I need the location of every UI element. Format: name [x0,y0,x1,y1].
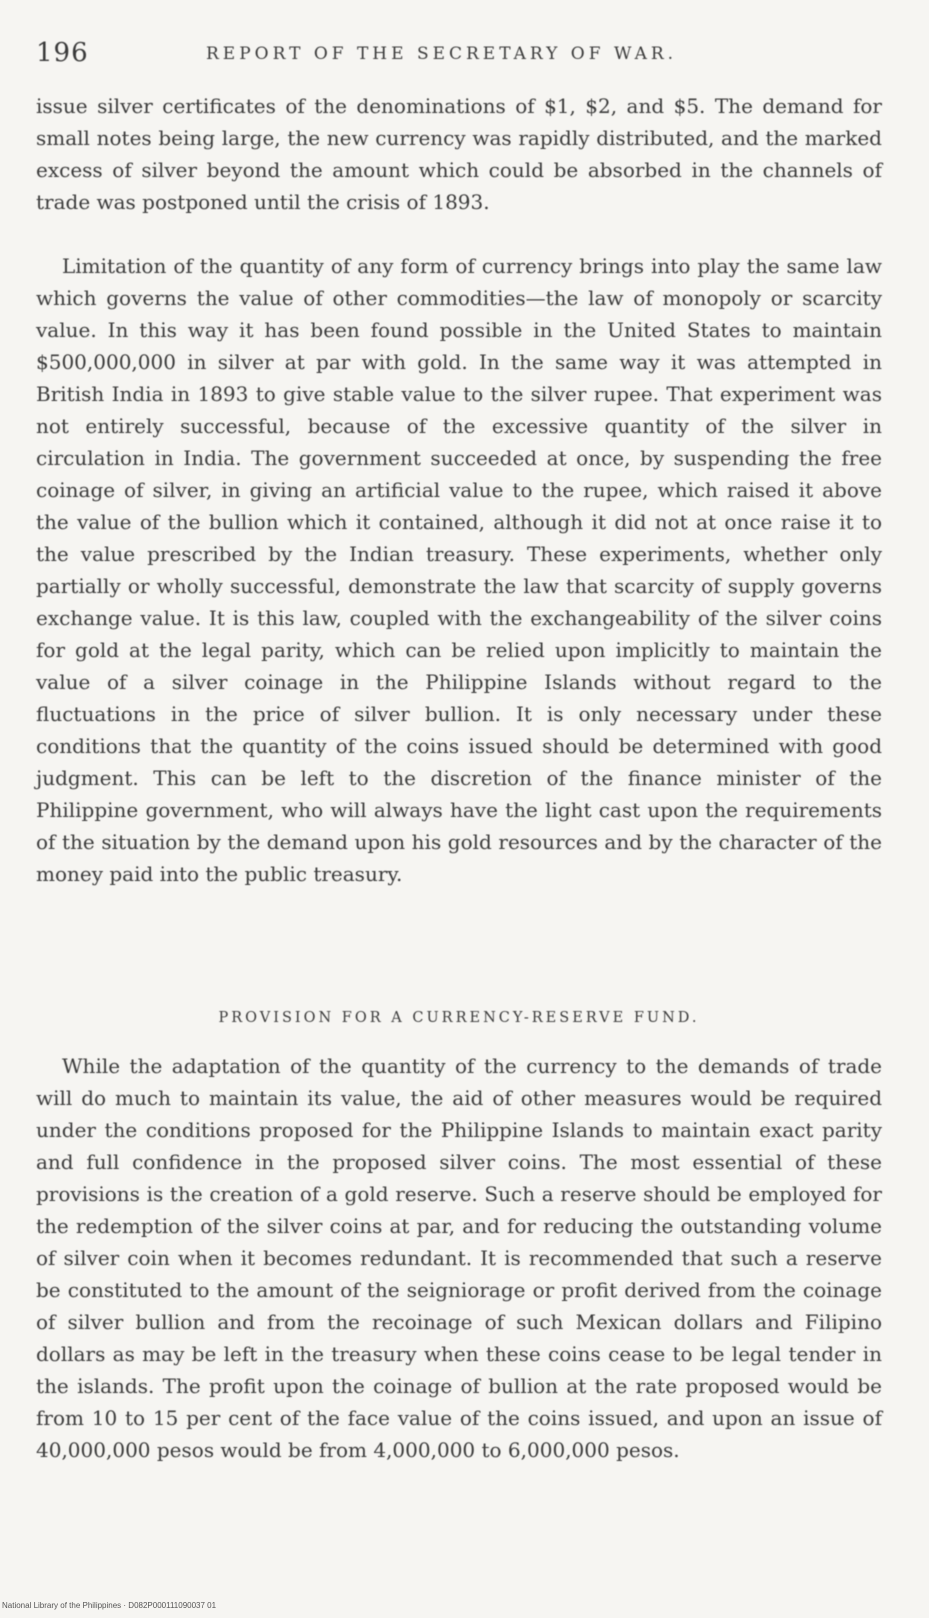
running-head [36,34,882,74]
paragraph-gold-reserve: While the adaptation of the quantity of the currency to the demands of trade will do much to maintain its value, the aid of other measures would be required under the conditions proposed for the Philippine Islands to maintain exact parity and full confidence in the proposed silver coins. The most essential of these provisions is the creation of a gold reserve. Such a reserve should be employed for the redemption of the silver coins at par, and for reducing the outstanding volume of silver coin when it becomes redundant. It is recommended that such a reserve be constituted to the amount of the seigniorage or profit derived from the coinage of silver bullion and from the recoinage of such Mexican dollars and Filipino dollars as may be left in the treasury when these coins cease to be legal tender in the islands. The profit upon the coinage of bullion at the rate proposed would be from 10 to 15 per cent of the face value of the coins issued, and upon an issue of 40,000,000 pesos would be from 4,000,000 to 6,000,000 pesos. [36,1054,882,1462]
paragraph-continuation: issue silver certificates of the denominations of $1, $2, and $5. The demand for small notes being large, the new currency was rapidly distributed, and the marked excess of silver beyond the amount which could be absorbed in the channels of trade was postponed until the crisis of 1893. [36,94,882,214]
page-number: 196 [36,38,89,68]
running-title: REPORT OF THE SECRETARY OF WAR. [206,44,678,64]
section-heading: PROVISION FOR A CURRENCY-RESERVE FUND. [218,1010,700,1026]
scan-footer-label: National Library of the Philippines · D082P000111090037 01 [2,1601,217,1610]
paragraph-scarcity-value: Limitation of the quantity of any form of currency brings into play the same law which governs the value of other commodities—the law of monopoly or scarcity value. In this way it has been found possible in the United States to maintain $500,000,000 in silver at par with gold. In the same way it was attempted in British India in 1893 to give stable value to the silver rupee. That experiment was not entirely successful, because of the excessive quantity of the silver in circulation in India. The government succeeded at once, by suspending the free coinage of silver, in giving an artificial value to the rupee, which raised it above the value of the bullion which it contained, although it did not at once raise it to the value prescribed by the Indian treasury. These experiments, whether only partially or wholly successful, demonstrate the law that scarcity of supply governs exchange value. It is this law, coupled with the exchangeability of the silver coins for gold at the legal parity, which can be relied upon implicitly to maintain the value of a silver coinage in the Philippine Islands without regard to the fluctuations in the price of silver bullion. It is only necessary under these conditions that the quantity of the coins issued should be determined with good judgment. This can be left to the discretion of the finance minister of the Philippine government, who will always have the light cast upon the requirements of the situation by the demand upon his gold resources and by the character of the money paid into the public treasury. [36,254,882,886]
